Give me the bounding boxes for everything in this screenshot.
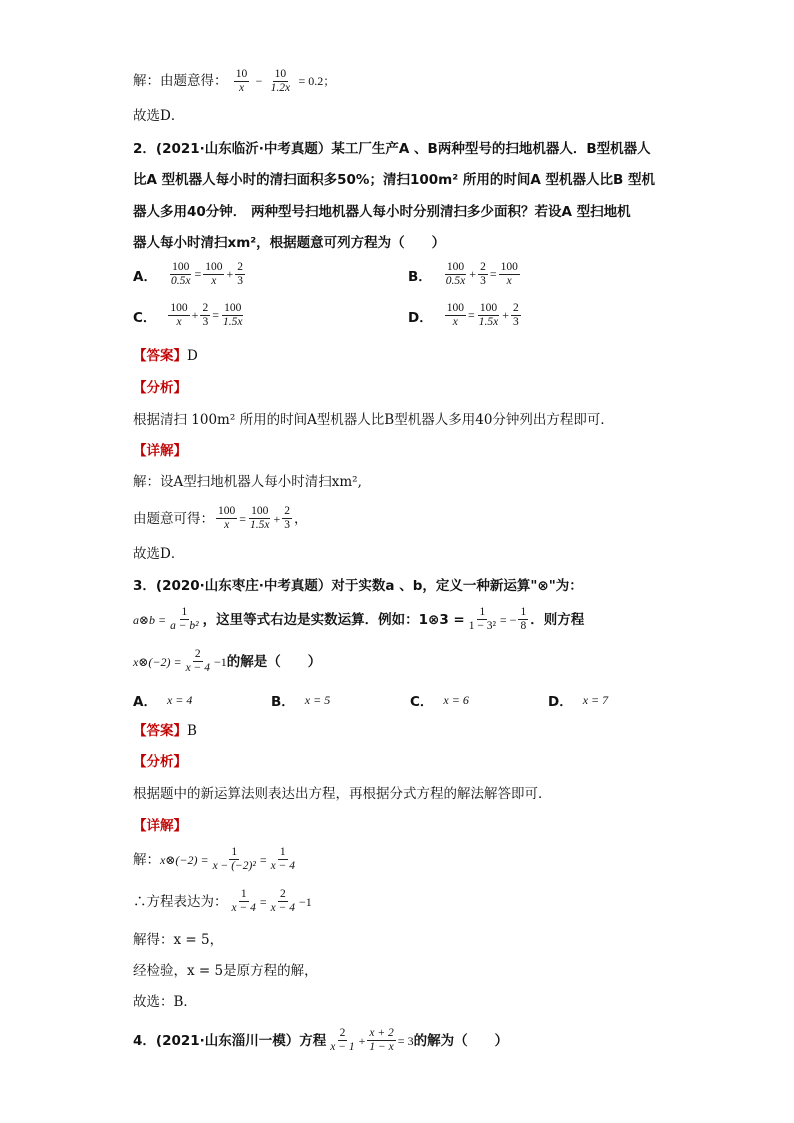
q2-analysis-text: 根据清扫 100m² 所用的时间A型机器人比B型机器人多用40分钟列出方程即可．: [133, 412, 614, 428]
q4-stem-line: 4．(2021·山东淄川一模）方程 $\frac{2}{x - 1}$ + $\frac{x + 2}{1 - x}$ = 3 的解为（ ）: [133, 1027, 509, 1054]
q3-solution-line-1: 解： x⊗(−2) = $\frac{1}{\text{x − (−2)²}}$ = $\frac{1}{x - 4}$: [133, 846, 295, 873]
q2-stem-line-3: 器人多用40分钟． 两种型号扫地机器人每小时分别清扫多少面积？若设A 型扫地机: [133, 204, 631, 220]
q2-option-b: B． $\frac{100}{0.5x}$ + $\frac{2}{3}$ = $\frac{100}{x}$: [408, 261, 518, 288]
q2-detail-tag: 【详解】: [133, 443, 187, 459]
q3-option-a: A． x = 4: [133, 692, 193, 710]
q3-answer-line: [133, 721, 197, 741]
q3-solution-line-3: 解得：x = 5，: [133, 932, 224, 948]
q2-analysis-tag: 【分析】: [133, 380, 187, 396]
answer-value: B: [187, 723, 197, 739]
q2-solution-line-1: 解：设A型扫地机器人每小时清扫xm²,: [133, 474, 362, 490]
q2-stem-line-4: 器人每小时清扫xm²，根据题意可列方程为（ ）: [133, 235, 446, 251]
q2-stem-line-2: 比A 型机器人每小时的清扫面积多50%；清扫100m² 所用的时间A 型机器人比B 型机: [133, 172, 655, 188]
q2-option-c: C． $\frac{100}{x}$ + $\frac{2}{3}$ = $\frac{100}{1.5x}$: [133, 302, 243, 329]
answer-tag: 【答案】: [133, 723, 187, 739]
q3-definition-line: a⊗b = $\frac{1}{\text{a − b²}}$ ，这里等式右边是实数运算．例如：1⊗3 = $\frac{1}{\text{1 − 3²}}$ = − $\frac{1}{8}$ ．则方程: [133, 606, 585, 633]
q3-solution-line-4: 经检验，x = 5是原方程的解，: [133, 963, 318, 979]
q3-option-c: C． x = 6: [410, 692, 469, 710]
q3-option-d: D． x = 7: [548, 692, 609, 710]
q3-detail-tag: 【详解】: [133, 818, 187, 834]
q1-solution-prefix: 解：由题意得：: [133, 73, 228, 90]
q3-solution-line-2: ∴方程表达为： $\frac{1}{x - 4}$ = $\frac{2}{x - 4}$ −1: [133, 888, 312, 915]
answer-tag: 【答案】: [133, 348, 187, 364]
q1-solution-line: 解：由题意得： $\frac{10}{x}$ − $\frac{10}{1.2x}$ = 0.2；: [133, 68, 336, 95]
q3-stem-line-1: 3．(2020·山东枣庄·中考真题）对于实数a 、b，定义一种新运算"⊗"为：: [133, 578, 583, 594]
q2-stem-line-1: 2．(2021·山东临沂·中考真题）某工厂生产A 、B两种型号的扫地机器人．B型机器人: [133, 141, 651, 157]
q2-option-a: A． $\frac{100}{0.5x}$ = $\frac{100}{x}$ + $\frac{2}{3}$: [133, 261, 243, 288]
q3-analysis-text: 根据题中的新运算法则表达出方程，再根据分式方程的解法解答即可．: [133, 786, 552, 802]
q2-answer-line: [133, 346, 198, 366]
q3-option-b: B． x = 5: [271, 692, 331, 710]
q1-choose: 故选D．: [133, 108, 185, 124]
q2-choose: 故选D．: [133, 546, 185, 562]
q3-equation-line: x⊗(−2) = $\frac{2}{x - 4}$ −1 的解是（ ）: [133, 648, 322, 675]
q3-analysis-tag: 【分析】: [133, 754, 187, 770]
answer-value: D: [187, 348, 198, 364]
q2-solution-line-2: 由题意可得： $\frac{100}{x}$ = $\frac{100}{1.5x}$ + $\frac{2}{3}$ ，: [133, 505, 308, 532]
fraction: $\frac{10}{x}$: [235, 68, 248, 95]
q3-choose: 故选：B．: [133, 994, 197, 1010]
fraction: $\frac{10}{1.2x}$: [270, 68, 291, 95]
q2-option-d: D． $\frac{100}{x}$ = $\frac{100}{1.5x}$ + $\frac{2}{3}$: [408, 302, 519, 329]
